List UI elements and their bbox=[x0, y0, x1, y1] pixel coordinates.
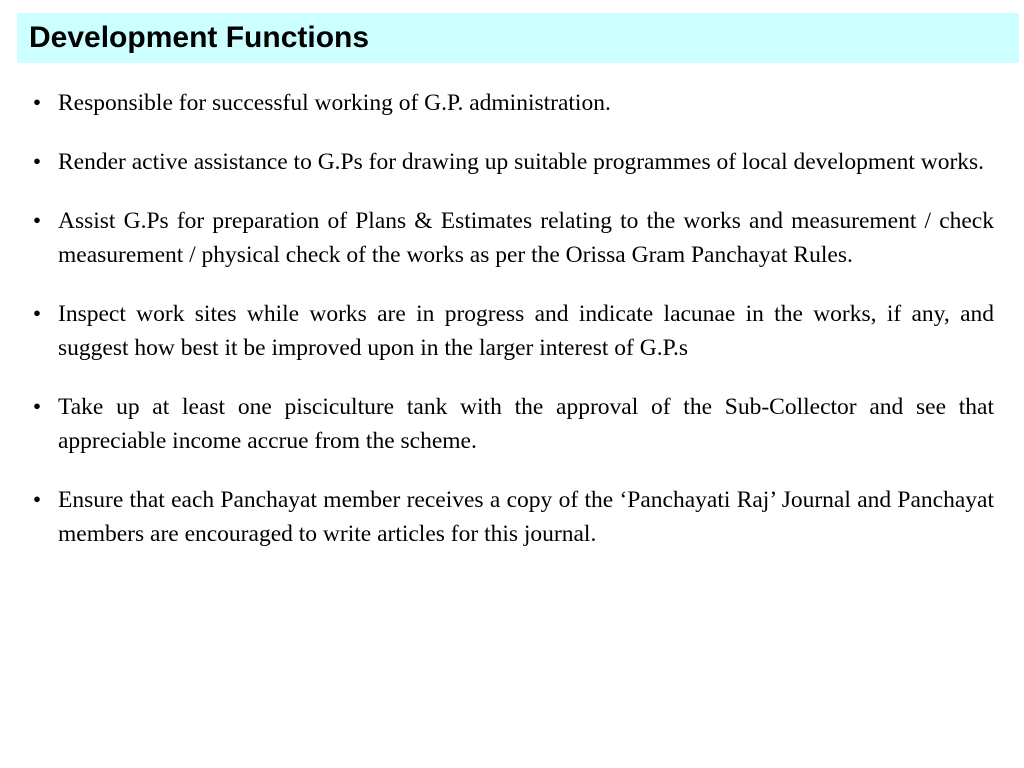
list-item-text: Assist G.Ps for preparation of Plans & Estimates relating to the works and measurement / check measurement / physical check of the works as per the Orissa Gram Panchayat Rules. bbox=[58, 208, 994, 268]
list-item bbox=[30, 204, 994, 272]
bullet-icon: • bbox=[32, 301, 42, 327]
list-item bbox=[30, 390, 994, 458]
list-item-text: Render active assistance to G.Ps for drawing up suitable programmes of local development works. bbox=[58, 149, 985, 175]
bullet-icon: • bbox=[32, 394, 42, 420]
list-item-text: Responsible for successful working of G.P. administration. bbox=[58, 90, 611, 116]
title-bar bbox=[17, 13, 1019, 63]
list-item bbox=[30, 145, 994, 179]
list-item-text: Inspect work sites while works are in progress and indicate lacunae in the works, if any, and suggest how best it be improved upon in the larger interest of G.P.s bbox=[58, 301, 994, 361]
slide-title: Development Functions bbox=[29, 21, 370, 54]
bullet-list bbox=[30, 86, 994, 576]
list-item-text: Take up at least one pisciculture tank with the approval of the Sub-Collector and see that appreciable income accrue from the scheme. bbox=[58, 394, 994, 454]
list-item bbox=[30, 297, 994, 365]
list-item-text: Ensure that each Panchayat member receives a copy of the ‘Panchayati Raj’ Journal and Panchayat members are encouraged to write articles for this journal. bbox=[58, 487, 994, 547]
bullet-icon: • bbox=[32, 90, 42, 116]
bullet-icon: • bbox=[32, 487, 42, 513]
list-item bbox=[30, 86, 994, 120]
bullet-icon: • bbox=[32, 208, 42, 234]
bullet-icon: • bbox=[32, 149, 42, 175]
list-item bbox=[30, 483, 994, 551]
